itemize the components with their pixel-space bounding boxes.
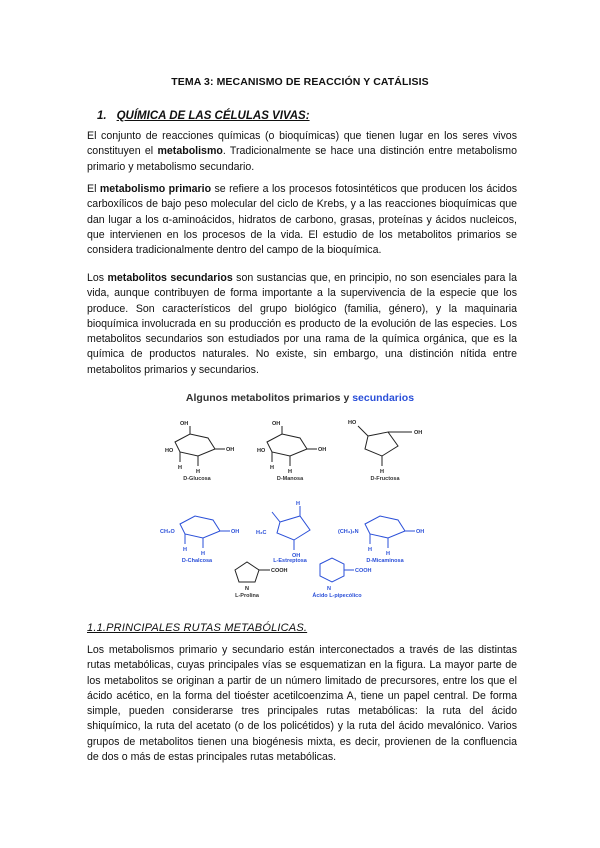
atom-label: H — [178, 465, 182, 471]
atom-label: H — [183, 547, 187, 553]
atom-label: OH — [231, 529, 240, 535]
label-d-chalcosa: D-Chalcosa — [181, 558, 213, 564]
atom-label: OH — [416, 529, 425, 535]
p2-text-a: El — [87, 183, 100, 195]
paragraph-metabolitos-secundarios — [87, 271, 517, 378]
atom-label: N — [327, 586, 331, 592]
atom-label: COOH — [271, 568, 288, 574]
fructosa-structure — [358, 426, 412, 466]
atom-label: OH — [272, 421, 281, 427]
atom-label: H — [201, 551, 205, 557]
p3-bold-term: metabolitos secundarios — [107, 272, 233, 284]
section-title: QUÍMICA DE LAS CÉLULAS VIVAS: — [116, 110, 310, 122]
atom-label: N — [245, 586, 249, 592]
atom-label: HO — [165, 448, 174, 454]
p3-text-c: son sustancias que, en principio, no son esenciales para la vida, aunque contribuyen de forma importante a la supervivencia de la especie que los produce. Son característicos del grupo biológico (familia, género), y la maquinaria bioquímica involucrada en su producción es producto de la evolución de las especies. Los metabolitos secundarios son estudiados por una rama de la química orgánica, que es la química de productos naturales. No existe, sin embargo, una distinción nítida entre metabolitos primarios y secundarios. — [87, 272, 517, 376]
atom-label: OH — [292, 553, 301, 559]
atom-label: H — [386, 551, 390, 557]
metabolites-figure — [150, 392, 450, 599]
paragraph-metabolismo — [87, 129, 517, 175]
glucosa-structure — [175, 426, 225, 466]
chalcosa-structure — [180, 516, 230, 548]
atom-label: OH — [180, 421, 189, 427]
paragraph-rutas-metabolicas: Los metabolismos primario y secundario están interconectados a través de las distintas rutas metabólicas, cuyas principales vías se esquematizan en la figura. La mayor parte de los metabolitos se originan a partir de un número limitado de precursores, entre los que el ácido acético, en la forma del tioéster acetilcoenzima A, tiene un papel central. De forma simple, pueden considerarse tres principales rutas metabólicas: la ruta del ácido shiquímico, la ruta del acetato (o de los policétidos) y la ruta del ácido mevalónico. Varios grupos de metabolitos tienen una biogénesis mixta, es decir, provienen de la confluencia de dos o más de estas principales rutas metabólicas. — [87, 644, 517, 764]
label-acido-pipecolico: Ácido L-pipecólico — [312, 593, 362, 599]
p1-text-c: . Tradicionalmente se hace una distinción entre metabolismo primario y metabolismo secundario. — [87, 145, 517, 173]
label-d-fructosa: D-Fructosa — [370, 476, 400, 482]
atom-label: (CH₃)₂N — [338, 529, 359, 535]
prolina-structure — [235, 562, 270, 582]
atom-label: OH — [414, 430, 423, 436]
paragraph-metabolismo-primario — [87, 182, 517, 258]
manosa-structure — [267, 426, 317, 466]
atom-label: H — [270, 465, 274, 471]
estreptosa-structure — [272, 506, 310, 550]
section-heading-1 — [97, 110, 310, 122]
atom-label: CH₃O — [160, 529, 175, 535]
section-number: 1. — [97, 110, 107, 122]
label-d-micaminosa: D-Micaminosa — [366, 558, 404, 564]
label-d-manosa: D-Manosa — [276, 476, 304, 482]
atom-label: H — [196, 469, 200, 475]
page-title: TEMA 3: MECANISMO DE REACCIÓN Y CATÁLISIS — [171, 76, 429, 88]
label-l-prolina: L-Prolina — [235, 593, 259, 599]
atom-label: HO — [257, 448, 266, 454]
p1-bold-term: metabolismo — [157, 145, 223, 158]
label-d-glucosa: D-Glucosa — [183, 476, 211, 482]
p2-text-c: se refiere a los procesos fotosintéticos que producen los ácidos carboxílicos de bajo peso molecular del ciclo de Krebs, y a las reacciones bioquímicas que dan lugar a los α-aminoácidos, hidratos de carbono, grasas, proteínas y ácidos nucleicos, que intervienen en los procesos de la vida. El estudio de los metabolitos primarios se considera tradicionalmente dentro del campo de la bioquímica. — [87, 183, 518, 257]
atom-label: H₃C — [256, 530, 267, 536]
p3-text-a: Los — [87, 272, 108, 284]
figure-title-primary: Algunos metabolitos primarios y — [185, 392, 353, 404]
atom-label: COOH — [355, 568, 372, 574]
atom-label: H — [296, 501, 300, 507]
atom-label: HO — [348, 420, 357, 426]
p2-bold-term: metabolismo primario — [99, 183, 212, 195]
atom-label: H — [368, 547, 372, 553]
label-l-estreptosa: L-Estreptosa — [273, 558, 307, 564]
atom-label: H — [380, 469, 384, 475]
micaminosa-structure — [365, 516, 415, 548]
section-heading-1-1: 1.1.PRINCIPALES RUTAS METABÓLICAS. — [87, 622, 308, 634]
pipecolico-structure — [320, 558, 354, 582]
atom-label: OH — [226, 447, 235, 453]
figure-title — [150, 392, 450, 404]
atom-label: OH — [318, 447, 327, 453]
atom-label: H — [288, 469, 292, 475]
p1-text-a: El conjunto de reacciones químicas (o bioquímicas) que tienen lugar en los seres vivos constituyen el — [87, 130, 517, 158]
figure-title-secondary: secundarios — [352, 392, 415, 404]
